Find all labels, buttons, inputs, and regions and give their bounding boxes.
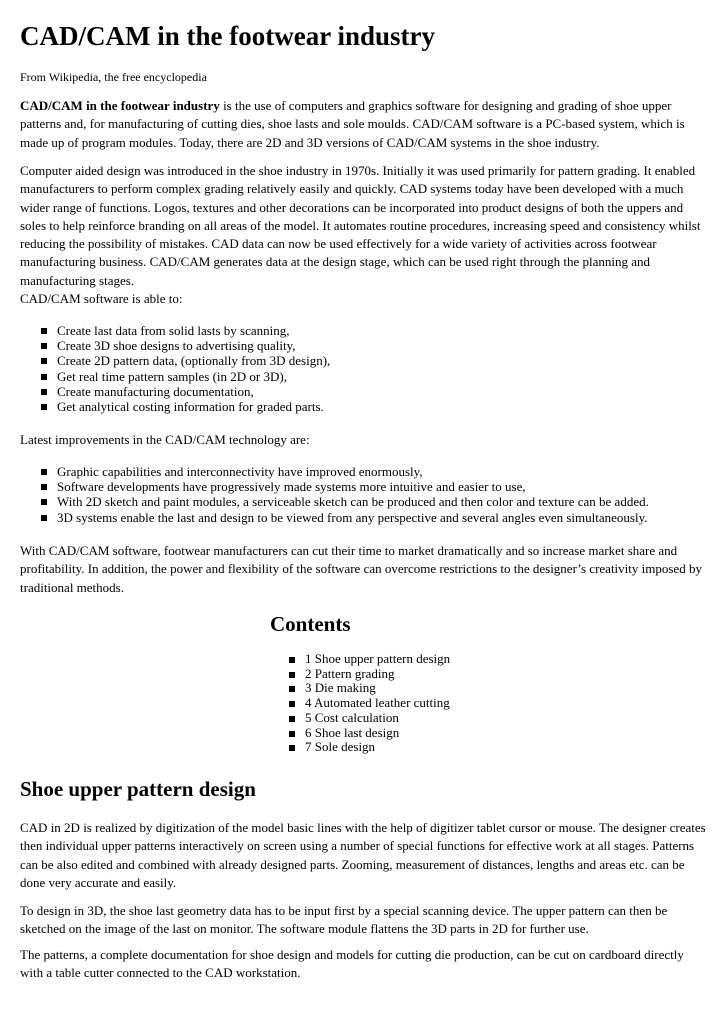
market-paragraph: With CAD/CAM software, footwear manufacturers can cut their time to market dramatically and so increase market share and profitability. In addition, the power and flexibility of the software can overcome restrictions to the designer’s creativity imposed by traditional methods.: [20, 543, 702, 595]
contents-heading: Contents: [270, 612, 351, 636]
contents-link-cost-calculation[interactable]: 5 Cost calculation: [270, 711, 450, 726]
section-paragraph: To design in 3D, the shoe last geometry data has to be input first by a special scanning device. The upper pattern can then be sketched on the image of the last on monitor. The software module flattens the 3D parts in 2D for further use.: [20, 903, 668, 937]
list-item: Graphic capabilities and interconnectivity have improved enormously,: [20, 464, 649, 479]
page-subtitle: From Wikipedia, the free encyclopedia: [20, 70, 207, 84]
improvements-intro: Latest improvements in the CAD/CAM technology are:: [20, 432, 310, 447]
abilities-list: [20, 323, 330, 414]
list-item: Create manufacturing documentation,: [20, 384, 330, 399]
contents-link-sole-design[interactable]: 7 Sole design: [270, 740, 450, 755]
contents-link-automated-leather-cutting[interactable]: 4 Automated leather cutting: [270, 696, 450, 711]
improvements-list: [20, 464, 649, 525]
list-item: With 2D sketch and paint modules, a serviceable sketch can be produced and then color and texture can be added.: [20, 494, 649, 509]
section-paragraph: The patterns, a complete documentation for shoe design and models for cutting die production, can be cut on cardboard directly with a table cutter connected to the CAD workstation.: [20, 947, 684, 981]
list-item: Software developments have progressively made systems more intuitive and easier to use,: [20, 479, 649, 494]
list-item: Create 3D shoe designs to advertising quality,: [20, 338, 330, 353]
list-item: Create last data from solid lasts by scanning,: [20, 323, 330, 338]
contents-link-die-making[interactable]: 3 Die making: [270, 681, 450, 696]
contents-link-shoe-upper-pattern-design[interactable]: 1 Shoe upper pattern design: [270, 652, 450, 667]
intro-paragraph: [20, 97, 708, 152]
list-item: 3D systems enable the last and design to be viewed from any perspective and several angles even simultaneously.: [20, 510, 649, 525]
section-heading: Shoe upper pattern design: [20, 777, 256, 801]
list-item: Create 2D pattern data, (optionally from 3D design),: [20, 353, 330, 368]
list-item: Get real time pattern samples (in 2D or 3D),: [20, 369, 330, 384]
intro-bold-term: CAD/CAM in the footwear industry: [20, 98, 220, 113]
page-title: CAD/CAM in the footwear industry: [20, 21, 435, 51]
intro-text: is the use of computers and graphics software for designing and grading of shoe upper patterns and, for manufacturing of cutting dies, shoe lasts and sole moulds. CAD/CAM software is a PC-based system, which is made up of program modules. Today, there are 2D and 3D versions of CAD/CAM systems in the shoe industry.: [20, 98, 685, 150]
section-paragraph: CAD in 2D is realized by digitization of the model basic lines with the help of digitizer tablet cursor or mouse. The designer creates then individual upper patterns interactively on screen using a number of special functions for effective work at all stages. Patterns can be also edited and combined with already designed parts. Zooming, measurement of distances, lengths and areas etc. can be done very accurate and easily.: [20, 820, 706, 890]
contents-link-shoe-last-design[interactable]: 6 Shoe last design: [270, 726, 450, 741]
history-paragraph: Computer aided design was introduced in the shoe industry in 1970s. Initially it was used primarily for pattern grading. It enabled manufacturers to perform complex grading relatively easily and quickly. CAD systems today have been developed with a much wider range of functions. Logos, textures and other decorations can be incorporated into product designs of both the uppers and soles to help reinforce branding on all areas of the model. It automates routine procedures, increasing speed and consistency whilst reducing the possibility of mistakes. CAD data can now be used effectively for a wide variety of activities across footwear manufacturing business. CAD/CAM generates data at the design stage, which can be used right through the planning and manufacturing stages.: [20, 163, 701, 288]
table-of-contents: [270, 612, 530, 755]
abilities-intro: CAD/CAM software is able to:: [20, 291, 183, 306]
contents-link-pattern-grading[interactable]: 2 Pattern grading: [270, 667, 450, 682]
contents-list: [270, 652, 450, 755]
list-item: Get analytical costing information for graded parts.: [20, 399, 330, 414]
